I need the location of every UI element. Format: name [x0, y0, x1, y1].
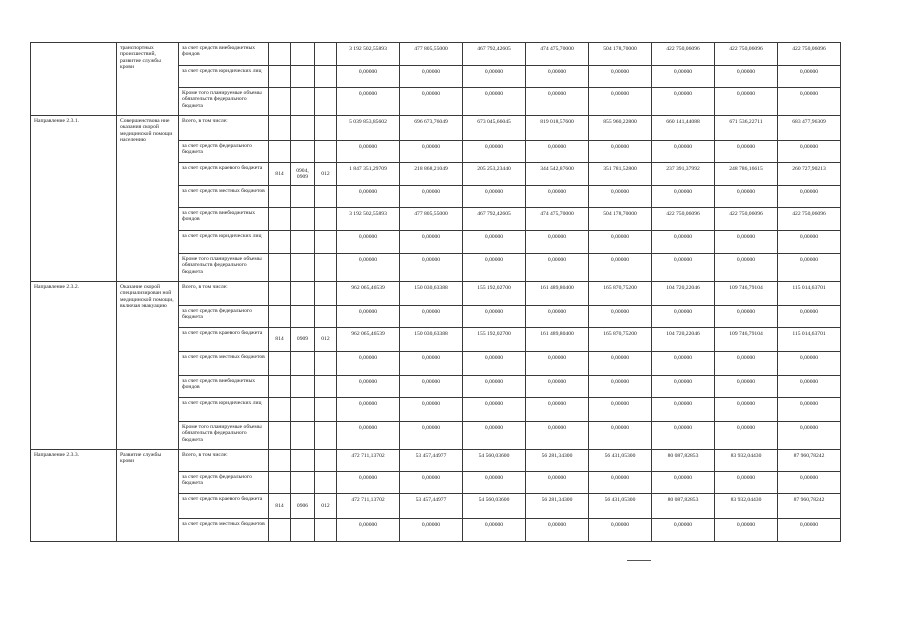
amount-cell: 0,00000: [526, 141, 589, 163]
amount-cell: 165 870,75200: [589, 282, 652, 306]
code-csr: [315, 186, 337, 208]
amount-cell: 0,00000: [778, 519, 841, 542]
amount-cell: 87 960,78242: [778, 494, 841, 519]
amount-cell: 53 457,44977: [400, 494, 463, 519]
amount-cell: 3 192 502,55893: [337, 208, 400, 231]
amount-cell: 0,00000: [526, 66, 589, 88]
funding-source: за счет средств юридических лиц: [179, 66, 269, 88]
code-csr: [315, 352, 337, 376]
amount-cell: 467 792,42605: [463, 43, 526, 66]
amount-cell: 53 457,44977: [400, 450, 463, 472]
amount-cell: 0,00000: [526, 472, 589, 494]
amount-cell: 0,00000: [589, 422, 652, 450]
code-rzpr: 0906: [291, 494, 315, 519]
amount-cell: 0,00000: [463, 306, 526, 328]
amount-cell: 0,00000: [463, 186, 526, 208]
amount-cell: 0,00000: [778, 186, 841, 208]
amount-cell: 0,00000: [400, 66, 463, 88]
amount-cell: 0,00000: [652, 352, 715, 376]
funding-source: за счет средств внебюджетных фондов: [179, 376, 269, 398]
code-rzpr: [291, 186, 315, 208]
amount-cell: 0,00000: [778, 231, 841, 254]
code-csr: [315, 141, 337, 163]
code-grbs: [269, 450, 291, 472]
code-csr: 012: [315, 163, 337, 186]
funding-source: за счет средств федерального бюджета: [179, 141, 269, 163]
amount-cell: 3 192 502,55893: [337, 43, 400, 66]
footer-line: [627, 560, 651, 561]
funding-source: за счет средств местных бюджетов: [179, 186, 269, 208]
amount-cell: 161 489,80400: [526, 282, 589, 306]
amount-cell: 0,00000: [589, 306, 652, 328]
amount-cell: 0,00000: [652, 141, 715, 163]
code-grbs: [269, 186, 291, 208]
direction-label: Направление 2.3.3.: [31, 450, 117, 542]
amount-cell: 0,00000: [715, 398, 778, 422]
amount-cell: 0,00000: [778, 254, 841, 282]
amount-cell: 0,00000: [715, 66, 778, 88]
direction-name: Оказание скорой специализирован ной медицинской помощи, включая эвакуацию: [117, 282, 179, 450]
code-rzpr: [291, 352, 315, 376]
amount-cell: 0,00000: [526, 186, 589, 208]
amount-cell: 0,00000: [778, 66, 841, 88]
amount-cell: 205 253,23440: [463, 163, 526, 186]
amount-cell: 422 750,06096: [652, 43, 715, 66]
funding-source: за счет средств юридических лиц: [179, 231, 269, 254]
funding-source: за счет средств местных бюджетов: [179, 352, 269, 376]
code-grbs: [269, 231, 291, 254]
amount-cell: 0,00000: [652, 186, 715, 208]
amount-cell: 819 018,57600: [526, 116, 589, 141]
amount-cell: 0,00000: [778, 141, 841, 163]
amount-cell: 80 087,82853: [652, 494, 715, 519]
amount-cell: 351 781,52800: [589, 163, 652, 186]
code-grbs: 814: [269, 328, 291, 352]
amount-cell: 0,00000: [715, 306, 778, 328]
code-grbs: [269, 519, 291, 542]
amount-cell: 0,00000: [463, 376, 526, 398]
amount-cell: 165 870,75200: [589, 328, 652, 352]
amount-cell: 0,00000: [715, 472, 778, 494]
code-grbs: [269, 352, 291, 376]
amount-cell: 504 178,70000: [589, 208, 652, 231]
amount-cell: 0,00000: [589, 352, 652, 376]
code-grbs: [269, 66, 291, 88]
direction-label: Направление 2.3.1.: [31, 116, 117, 282]
amount-cell: 150 030,63388: [400, 282, 463, 306]
code-rzpr: 0909: [291, 328, 315, 352]
amount-cell: 0,00000: [526, 231, 589, 254]
amount-cell: 83 932,04430: [715, 450, 778, 472]
funding-source: за счет средств местных бюджетов: [179, 519, 269, 542]
amount-cell: 673 045,66045: [463, 116, 526, 141]
amount-cell: 0,00000: [337, 141, 400, 163]
amount-cell: 474 475,70000: [526, 43, 589, 66]
funding-source: за счет средств федерального бюджета: [179, 472, 269, 494]
amount-cell: 0,00000: [526, 519, 589, 542]
amount-cell: 0,00000: [715, 231, 778, 254]
funding-source: за счет средств внебюджетных фондов: [179, 43, 269, 66]
code-grbs: [269, 376, 291, 398]
amount-cell: 0,00000: [400, 352, 463, 376]
amount-cell: 87 960,78242: [778, 450, 841, 472]
code-rzpr: [291, 141, 315, 163]
amount-cell: 0,00000: [400, 519, 463, 542]
amount-cell: 0,00000: [778, 306, 841, 328]
amount-cell: 504 178,70000: [589, 43, 652, 66]
amount-cell: 237 391,37992: [652, 163, 715, 186]
code-rzpr: [291, 398, 315, 422]
amount-cell: 150 030,63388: [400, 328, 463, 352]
funding-source: Всего, в том числе:: [179, 116, 269, 141]
code-csr: [315, 398, 337, 422]
amount-cell: 0,00000: [652, 376, 715, 398]
table-row: [31, 282, 841, 306]
amount-cell: 0,00000: [652, 66, 715, 88]
code-grbs: [269, 254, 291, 282]
amount-cell: 109 746,79104: [715, 282, 778, 306]
code-grbs: [269, 208, 291, 231]
amount-cell: 248 786,16615: [715, 163, 778, 186]
amount-cell: 0,00000: [337, 66, 400, 88]
code-rzpr: [291, 472, 315, 494]
amount-cell: 962 065,46539: [337, 282, 400, 306]
amount-cell: 0,00000: [526, 254, 589, 282]
code-rzpr: 0904, 0909: [291, 163, 315, 186]
amount-cell: 0,00000: [400, 141, 463, 163]
amount-cell: 0,00000: [400, 186, 463, 208]
funding-source: Кроме того планируемые объемы обязательств федерального бюджета: [179, 88, 269, 116]
amount-cell: 0,00000: [526, 376, 589, 398]
code-grbs: [269, 422, 291, 450]
amount-cell: 56 431,05300: [589, 450, 652, 472]
amount-cell: 0,00000: [463, 352, 526, 376]
amount-cell: 54 560,03600: [463, 450, 526, 472]
code-csr: [315, 43, 337, 66]
amount-cell: 0,00000: [589, 186, 652, 208]
code-rzpr: [291, 306, 315, 328]
code-rzpr: [291, 208, 315, 231]
amount-cell: 104 720,22046: [652, 282, 715, 306]
amount-cell: 0,00000: [715, 88, 778, 116]
amount-cell: 0,00000: [400, 254, 463, 282]
code-csr: 012: [315, 494, 337, 519]
amount-cell: 0,00000: [652, 519, 715, 542]
amount-cell: 696 673,76049: [400, 116, 463, 141]
table-row: [31, 450, 841, 472]
amount-cell: 0,00000: [337, 472, 400, 494]
amount-cell: 0,00000: [526, 88, 589, 116]
direction-label: [31, 43, 117, 116]
amount-cell: 422 750,06096: [715, 208, 778, 231]
code-grbs: [269, 282, 291, 306]
direction-name: Совершенствова ние оказания скорой медицинской помощи населению: [117, 116, 179, 282]
amount-cell: 0,00000: [463, 472, 526, 494]
amount-cell: 0,00000: [463, 519, 526, 542]
amount-cell: 0,00000: [715, 422, 778, 450]
budget-table: [30, 42, 841, 542]
amount-cell: 472 711,13702: [337, 450, 400, 472]
amount-cell: 0,00000: [337, 422, 400, 450]
amount-cell: 0,00000: [652, 398, 715, 422]
amount-cell: 467 792,42605: [463, 208, 526, 231]
amount-cell: 5 039 853,85602: [337, 116, 400, 141]
amount-cell: 0,00000: [463, 254, 526, 282]
code-grbs: [269, 43, 291, 66]
amount-cell: 0,00000: [652, 472, 715, 494]
code-grbs: 814: [269, 163, 291, 186]
amount-cell: 0,00000: [463, 398, 526, 422]
amount-cell: 0,00000: [337, 398, 400, 422]
code-grbs: [269, 141, 291, 163]
code-rzpr: [291, 376, 315, 398]
direction-label: Направление 2.3.2.: [31, 282, 117, 450]
amount-cell: 0,00000: [652, 88, 715, 116]
code-rzpr: [291, 450, 315, 472]
amount-cell: 0,00000: [715, 376, 778, 398]
amount-cell: 0,00000: [526, 398, 589, 422]
amount-cell: 260 727,90213: [778, 163, 841, 186]
amount-cell: 422 750,06096: [652, 208, 715, 231]
amount-cell: 0,00000: [778, 422, 841, 450]
table-body: [31, 43, 841, 542]
amount-cell: 0,00000: [400, 422, 463, 450]
amount-cell: 855 960,22800: [589, 116, 652, 141]
amount-cell: 0,00000: [778, 352, 841, 376]
amount-cell: 0,00000: [400, 306, 463, 328]
amount-cell: 0,00000: [715, 186, 778, 208]
funding-source: за счет средств внебюджетных фондов: [179, 208, 269, 231]
code-csr: [315, 88, 337, 116]
code-rzpr: [291, 66, 315, 88]
code-rzpr: [291, 282, 315, 306]
funding-source: Кроме того планируемые объемы обязательств федерального бюджета: [179, 422, 269, 450]
code-csr: [315, 254, 337, 282]
amount-cell: 472 711,13702: [337, 494, 400, 519]
funding-source: Кроме того планируемые объемы обязательств федерального бюджета: [179, 254, 269, 282]
code-csr: [315, 376, 337, 398]
code-csr: [315, 422, 337, 450]
table-row: [31, 43, 841, 66]
amount-cell: 0,00000: [400, 231, 463, 254]
code-csr: [315, 116, 337, 141]
amount-cell: 161 489,80400: [526, 328, 589, 352]
amount-cell: 0,00000: [589, 376, 652, 398]
code-csr: [315, 306, 337, 328]
amount-cell: 56 281,34300: [526, 494, 589, 519]
amount-cell: 0,00000: [463, 141, 526, 163]
code-csr: [315, 208, 337, 231]
amount-cell: 218 868,21049: [400, 163, 463, 186]
funding-source: за счет средств федерального бюджета: [179, 306, 269, 328]
code-rzpr: [291, 231, 315, 254]
amount-cell: 0,00000: [337, 88, 400, 116]
amount-cell: 0,00000: [400, 472, 463, 494]
amount-cell: 0,00000: [337, 306, 400, 328]
amount-cell: 56 431,05300: [589, 494, 652, 519]
funding-source: за счет средств юридических лиц: [179, 398, 269, 422]
amount-cell: 0,00000: [463, 422, 526, 450]
code-csr: [315, 472, 337, 494]
funding-source: Всего, в том числе:: [179, 450, 269, 472]
amount-cell: 115 014,63701: [778, 282, 841, 306]
amount-cell: 0,00000: [526, 352, 589, 376]
amount-cell: 0,00000: [400, 398, 463, 422]
amount-cell: 54 560,03600: [463, 494, 526, 519]
code-grbs: [269, 472, 291, 494]
code-rzpr: [291, 43, 315, 66]
amount-cell: 477 805,55000: [400, 208, 463, 231]
code-grbs: 814: [269, 494, 291, 519]
code-csr: [315, 231, 337, 254]
amount-cell: 422 750,06096: [715, 43, 778, 66]
amount-cell: 422 750,06096: [778, 43, 841, 66]
amount-cell: 0,00000: [589, 66, 652, 88]
amount-cell: 0,00000: [589, 231, 652, 254]
funding-source: Всего, в том числе:: [179, 282, 269, 306]
amount-cell: 344 542,87600: [526, 163, 589, 186]
amount-cell: 104 720,22046: [652, 328, 715, 352]
amount-cell: 474 475,70000: [526, 208, 589, 231]
amount-cell: 0,00000: [337, 254, 400, 282]
code-csr: [315, 450, 337, 472]
amount-cell: 115 014,63701: [778, 328, 841, 352]
amount-cell: 683 477,96309: [778, 116, 841, 141]
amount-cell: 0,00000: [778, 472, 841, 494]
amount-cell: 0,00000: [337, 376, 400, 398]
amount-cell: 0,00000: [715, 254, 778, 282]
code-csr: [315, 519, 337, 542]
amount-cell: 671 536,22711: [715, 116, 778, 141]
amount-cell: 0,00000: [337, 231, 400, 254]
amount-cell: 0,00000: [778, 398, 841, 422]
amount-cell: 0,00000: [589, 254, 652, 282]
amount-cell: 0,00000: [715, 352, 778, 376]
amount-cell: 0,00000: [337, 186, 400, 208]
funding-source: за счет средств краевого бюджета: [179, 163, 269, 186]
amount-cell: 0,00000: [463, 66, 526, 88]
amount-cell: 0,00000: [526, 306, 589, 328]
amount-cell: 0,00000: [589, 398, 652, 422]
amount-cell: 0,00000: [652, 422, 715, 450]
direction-name: транспортных происшествий, развитие службы крови: [117, 43, 179, 116]
amount-cell: 0,00000: [589, 141, 652, 163]
amount-cell: 0,00000: [337, 519, 400, 542]
code-rzpr: [291, 422, 315, 450]
amount-cell: 0,00000: [463, 231, 526, 254]
amount-cell: 0,00000: [715, 519, 778, 542]
table-row: [31, 116, 841, 141]
amount-cell: 477 805,55000: [400, 43, 463, 66]
code-rzpr: [291, 88, 315, 116]
amount-cell: 0,00000: [337, 352, 400, 376]
code-grbs: [269, 88, 291, 116]
amount-cell: 0,00000: [400, 376, 463, 398]
amount-cell: 0,00000: [778, 376, 841, 398]
code-rzpr: [291, 116, 315, 141]
amount-cell: 109 746,79104: [715, 328, 778, 352]
amount-cell: 0,00000: [715, 141, 778, 163]
funding-source: за счет средств краевого бюджета: [179, 494, 269, 519]
code-grbs: [269, 306, 291, 328]
amount-cell: 83 932,04430: [715, 494, 778, 519]
code-csr: [315, 282, 337, 306]
amount-cell: 0,00000: [400, 88, 463, 116]
amount-cell: 0,00000: [778, 88, 841, 116]
amount-cell: 80 087,82853: [652, 450, 715, 472]
amount-cell: 0,00000: [589, 472, 652, 494]
amount-cell: 155 192,02700: [463, 328, 526, 352]
amount-cell: 56 281,34300: [526, 450, 589, 472]
code-grbs: [269, 398, 291, 422]
amount-cell: 0,00000: [526, 422, 589, 450]
amount-cell: 155 192,02700: [463, 282, 526, 306]
amount-cell: 660 141,44088: [652, 116, 715, 141]
amount-cell: 1 847 351,29709: [337, 163, 400, 186]
amount-cell: 0,00000: [652, 231, 715, 254]
amount-cell: 0,00000: [652, 254, 715, 282]
code-rzpr: [291, 254, 315, 282]
amount-cell: 0,00000: [589, 88, 652, 116]
funding-source: за счет средств краевого бюджета: [179, 328, 269, 352]
amount-cell: 962 065,46539: [337, 328, 400, 352]
amount-cell: 0,00000: [652, 306, 715, 328]
amount-cell: 0,00000: [463, 88, 526, 116]
amount-cell: 422 750,06096: [778, 208, 841, 231]
code-grbs: [269, 116, 291, 141]
code-csr: [315, 66, 337, 88]
code-csr: 012: [315, 328, 337, 352]
direction-name: Развитие службы крови: [117, 450, 179, 542]
code-rzpr: [291, 519, 315, 542]
amount-cell: 0,00000: [589, 519, 652, 542]
